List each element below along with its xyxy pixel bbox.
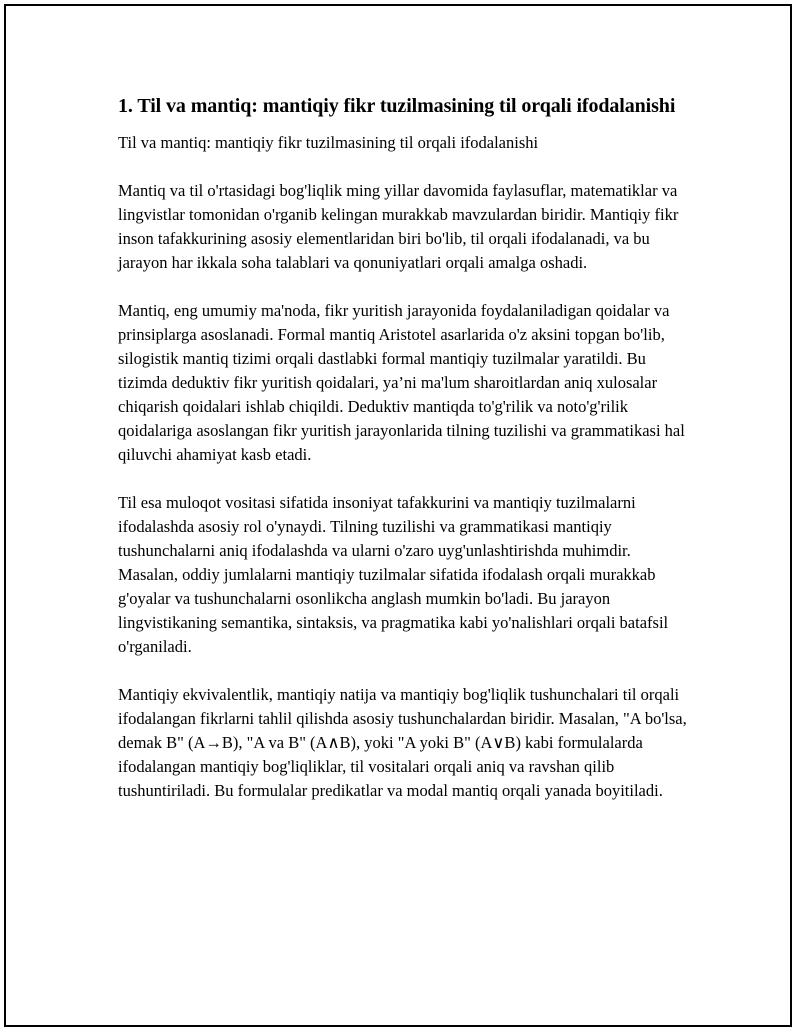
paragraph-3: Til esa muloqot vositasi sifatida insoniyat tafakkurini va mantiqiy tuzilmalarni ifodalashda asosiy rol o'ynaydi. Tilning tuzilishi va grammatikasi mantiqiy tushunchalarni aniq ifodalashda va ularni o'zaro uyg'unlashtirishda muhimdir. Masalan, oddiy jumlalarni mantiqiy tuzilmalar sifatida ifodalash orqali murakkab g'oyalar va tushunchalarni osonlikcha anglash mumkin bo'ladi. Bu jarayon lingvistikaning semantika, sintaksis, va pragmatika kabi yo'nalishlari orqali batafsil o'rganiladi. bbox=[118, 493, 669, 656]
paragraph-1: Mantiq va til o'rtasidagi bog'liqlik ming yillar davomida faylasuflar, matematiklar va lingvistlar tomonidan o'rganib kelingan murakkab mavzulardan biridir. Mantiqiy fikr inson tafakkurining asosiy elementlaridan biri bo'lib, til orqali ifodalanadi, va bu jarayon har ikkala soha talablari va qonuniyatlari orqali amalga oshadi. bbox=[118, 181, 679, 272]
section-heading: 1. Til va mantiq: mantiqiy fikr tuzilmasining til orqali ifodalanishi bbox=[118, 95, 676, 117]
paragraph-4: Mantiqiy ekvivalentlik, mantiqiy natija va mantiqiy bog'liqlik tushunchalari til orqali ifodalangan fikrlarni tahlil qilishda asosiy tushunchalardan biridir. Masalan, "A bo'lsa, demak B" (A→B), "A va B" (A∧B), yoki "A yoki B" (A∨B) kabi formulalarda ifodalangan mantiqiy bog'liqliklar, til vositalari orqali aniq va ravshan qilib tushuntiriladi. Bu formulalar predikatlar va modal mantiq orqali yanada boyitiladi. bbox=[118, 685, 687, 800]
section-subtitle: Til va mantiq: mantiqiy fikr tuzilmasining til orqali ifodalanishi bbox=[118, 133, 539, 152]
paragraph-2: Mantiq, eng umumiy ma'noda, fikr yuritish jarayonida foydalaniladigan qoidalar va prinsiplarga asoslanadi. Formal mantiq Aristotel asarlarida o'z aksini topgan bo'lib, silogistik mantiq tizimi orqali dastlabki formal mantiqiy tuzilmalar yaratildi. Bu tizimda deduktiv fikr yuritish qoidalari, ya’ni ma'lum sharoitlardan aniq xulosalar chiqarish qoidalari ishlab chiqildi. Deduktiv mantiqda to'g'rilik va noto'g'rilik qoidalariga asoslangan fikr yuritish jarayonlarida tilning tuzilishi va grammatikasi hal qiluvchi ahamiyat kasb etadi. bbox=[118, 301, 685, 464]
document-body bbox=[118, 93, 692, 803]
